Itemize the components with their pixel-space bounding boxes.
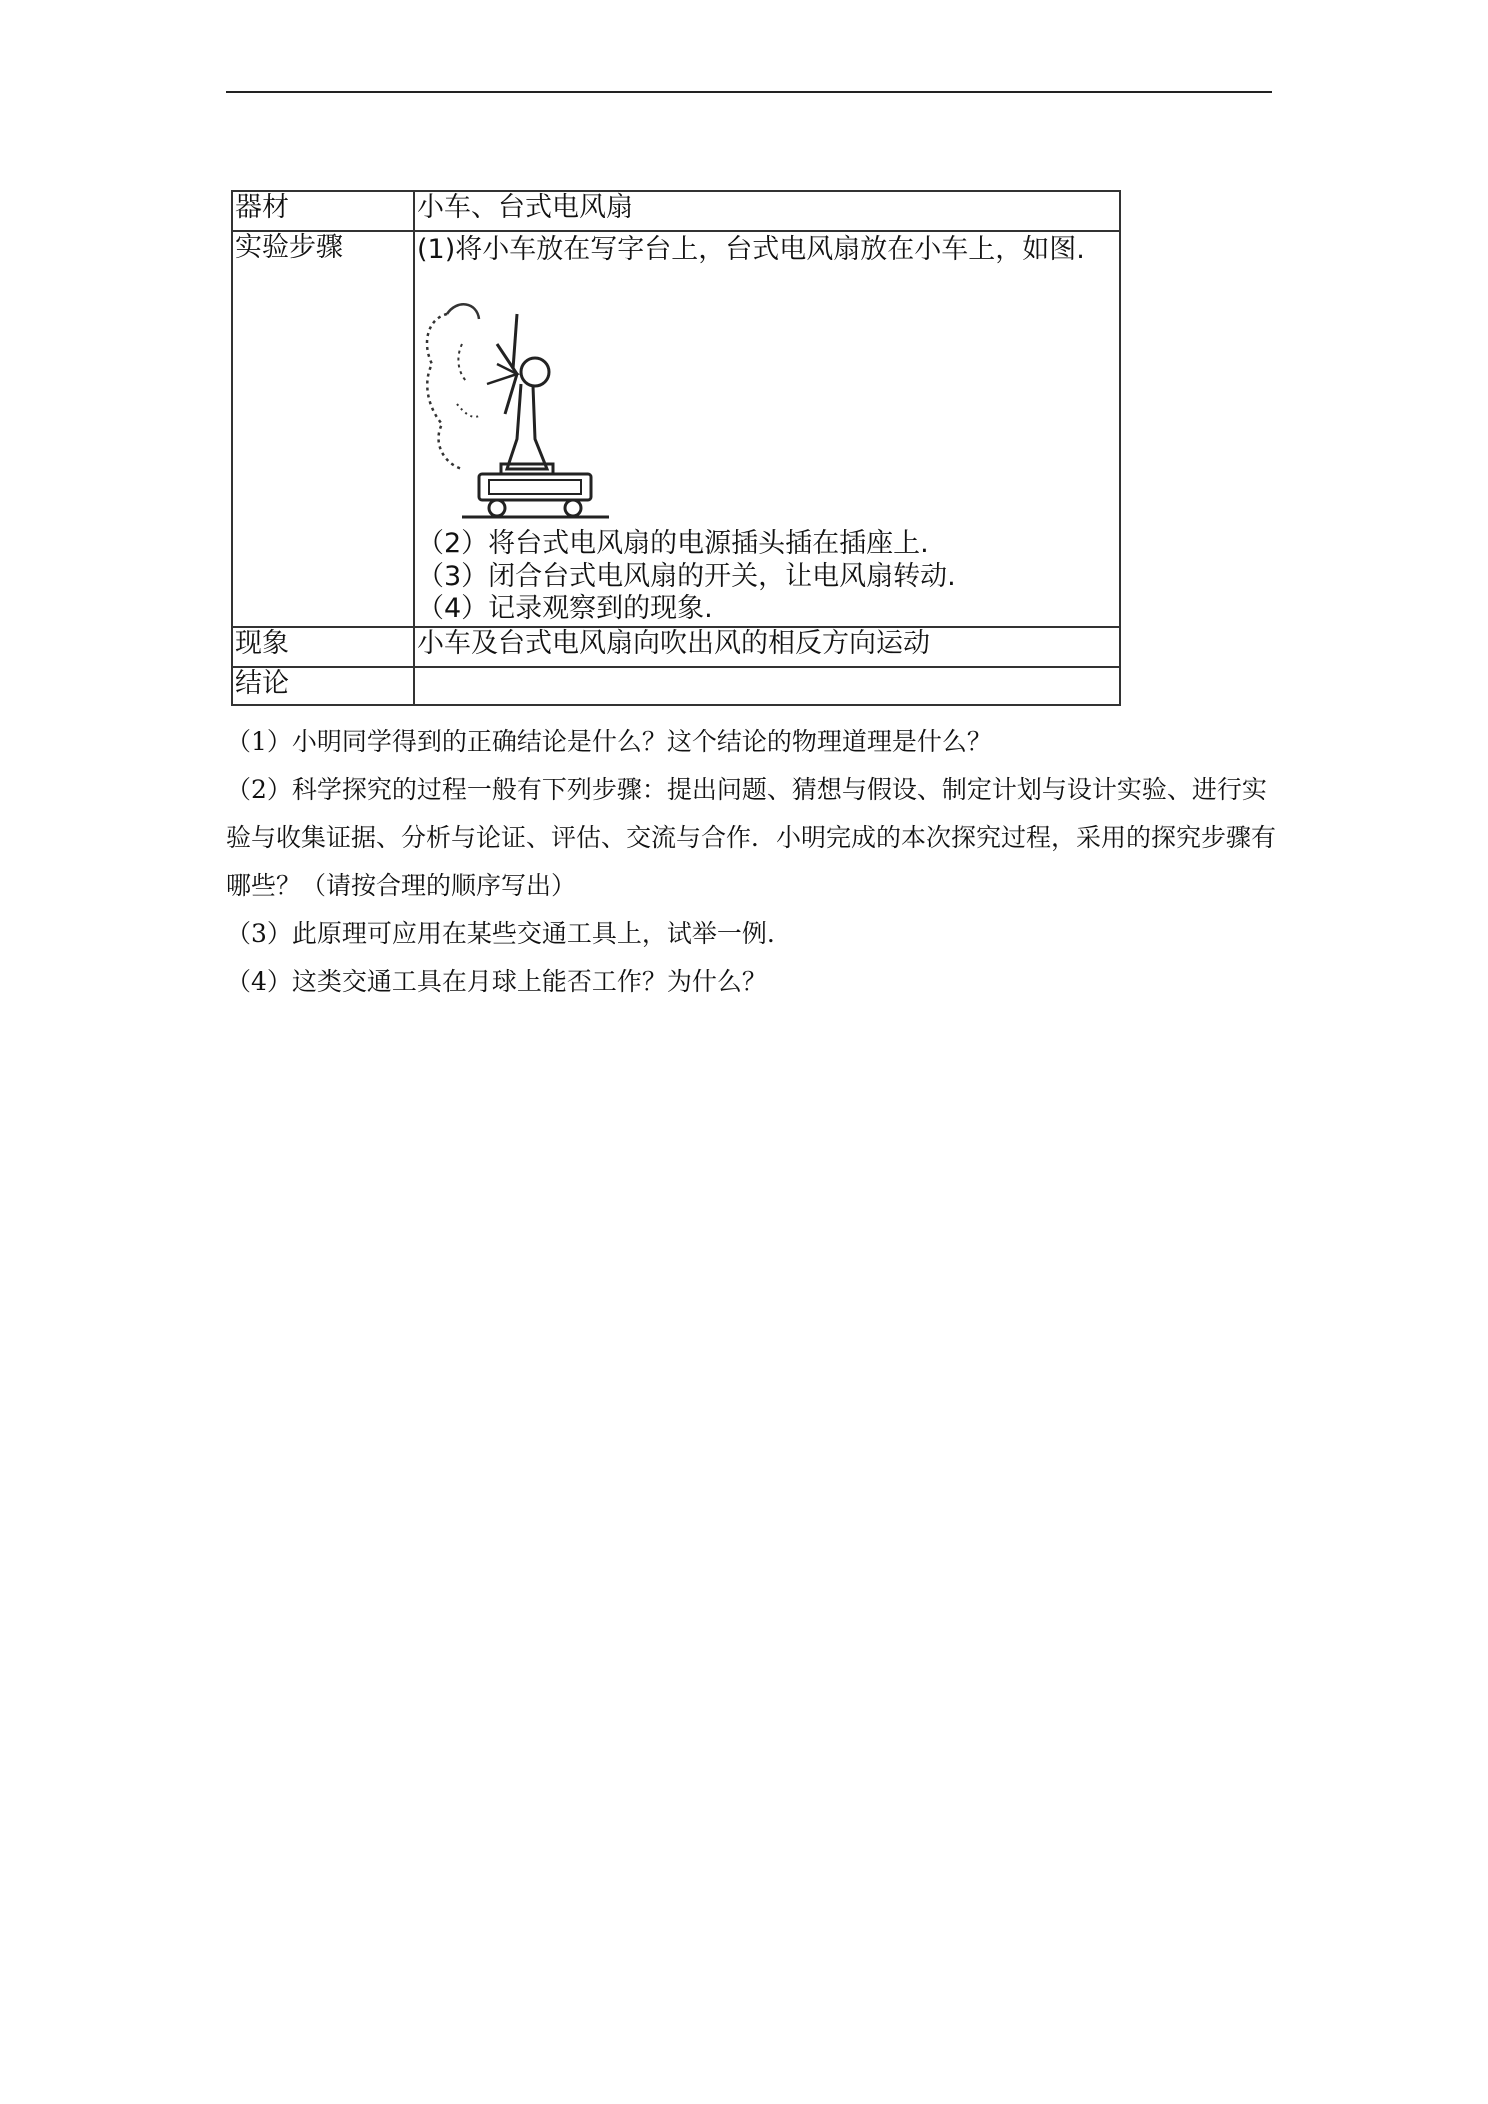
steps-content <box>414 231 1120 627</box>
question-list <box>226 718 1276 1006</box>
question-2: （2）科学探究的过程一般有下列步骤：提出问题、猜想与假设、制定计划与设计实验、进行实验与收集证据、分析与论证、评估、交流与合作．小明完成的本次探究过程，采用的探究步骤有哪些？（请按合理的顺序写出） <box>226 775 1277 900</box>
table-row-steps <box>232 231 1120 627</box>
conclusion-content <box>414 667 1120 705</box>
conclusion-label: 结论 <box>232 667 414 705</box>
equipment-content: 小车、台式电风扇 <box>414 191 1120 231</box>
equipment-label: 器材 <box>232 191 414 231</box>
step-3: （3）闭合台式电风扇的开关，让电风扇转动. <box>417 560 956 592</box>
question-1: （1）小明同学得到的正确结论是什么？这个结论的物理道理是什么？ <box>226 727 992 756</box>
question-3: （3）此原理可应用在某些交通工具上，试举一例. <box>226 919 775 948</box>
table-row-equipment <box>232 191 1120 231</box>
table-row-phenomenon <box>232 627 1120 667</box>
step-4: （4）记录观察到的现象. <box>417 593 713 625</box>
steps-label: 实验步骤 <box>232 231 414 627</box>
experiment-table <box>231 190 1121 706</box>
header-rule <box>226 91 1272 93</box>
step-2: （2）将台式电风扇的电源插头插在插座上. <box>417 528 929 560</box>
step-1: (1)将小车放在写字台上，台式电风扇放在小车上，如图. <box>417 234 1085 265</box>
fan-on-cart-figure <box>417 274 617 524</box>
table-row-conclusion <box>232 667 1120 705</box>
phenomenon-content: 小车及台式电风扇向吹出风的相反方向运动 <box>414 627 1120 667</box>
phenomenon-label: 现象 <box>232 627 414 667</box>
question-4: （4）这类交通工具在月球上能否工作？为什么？ <box>226 967 767 996</box>
